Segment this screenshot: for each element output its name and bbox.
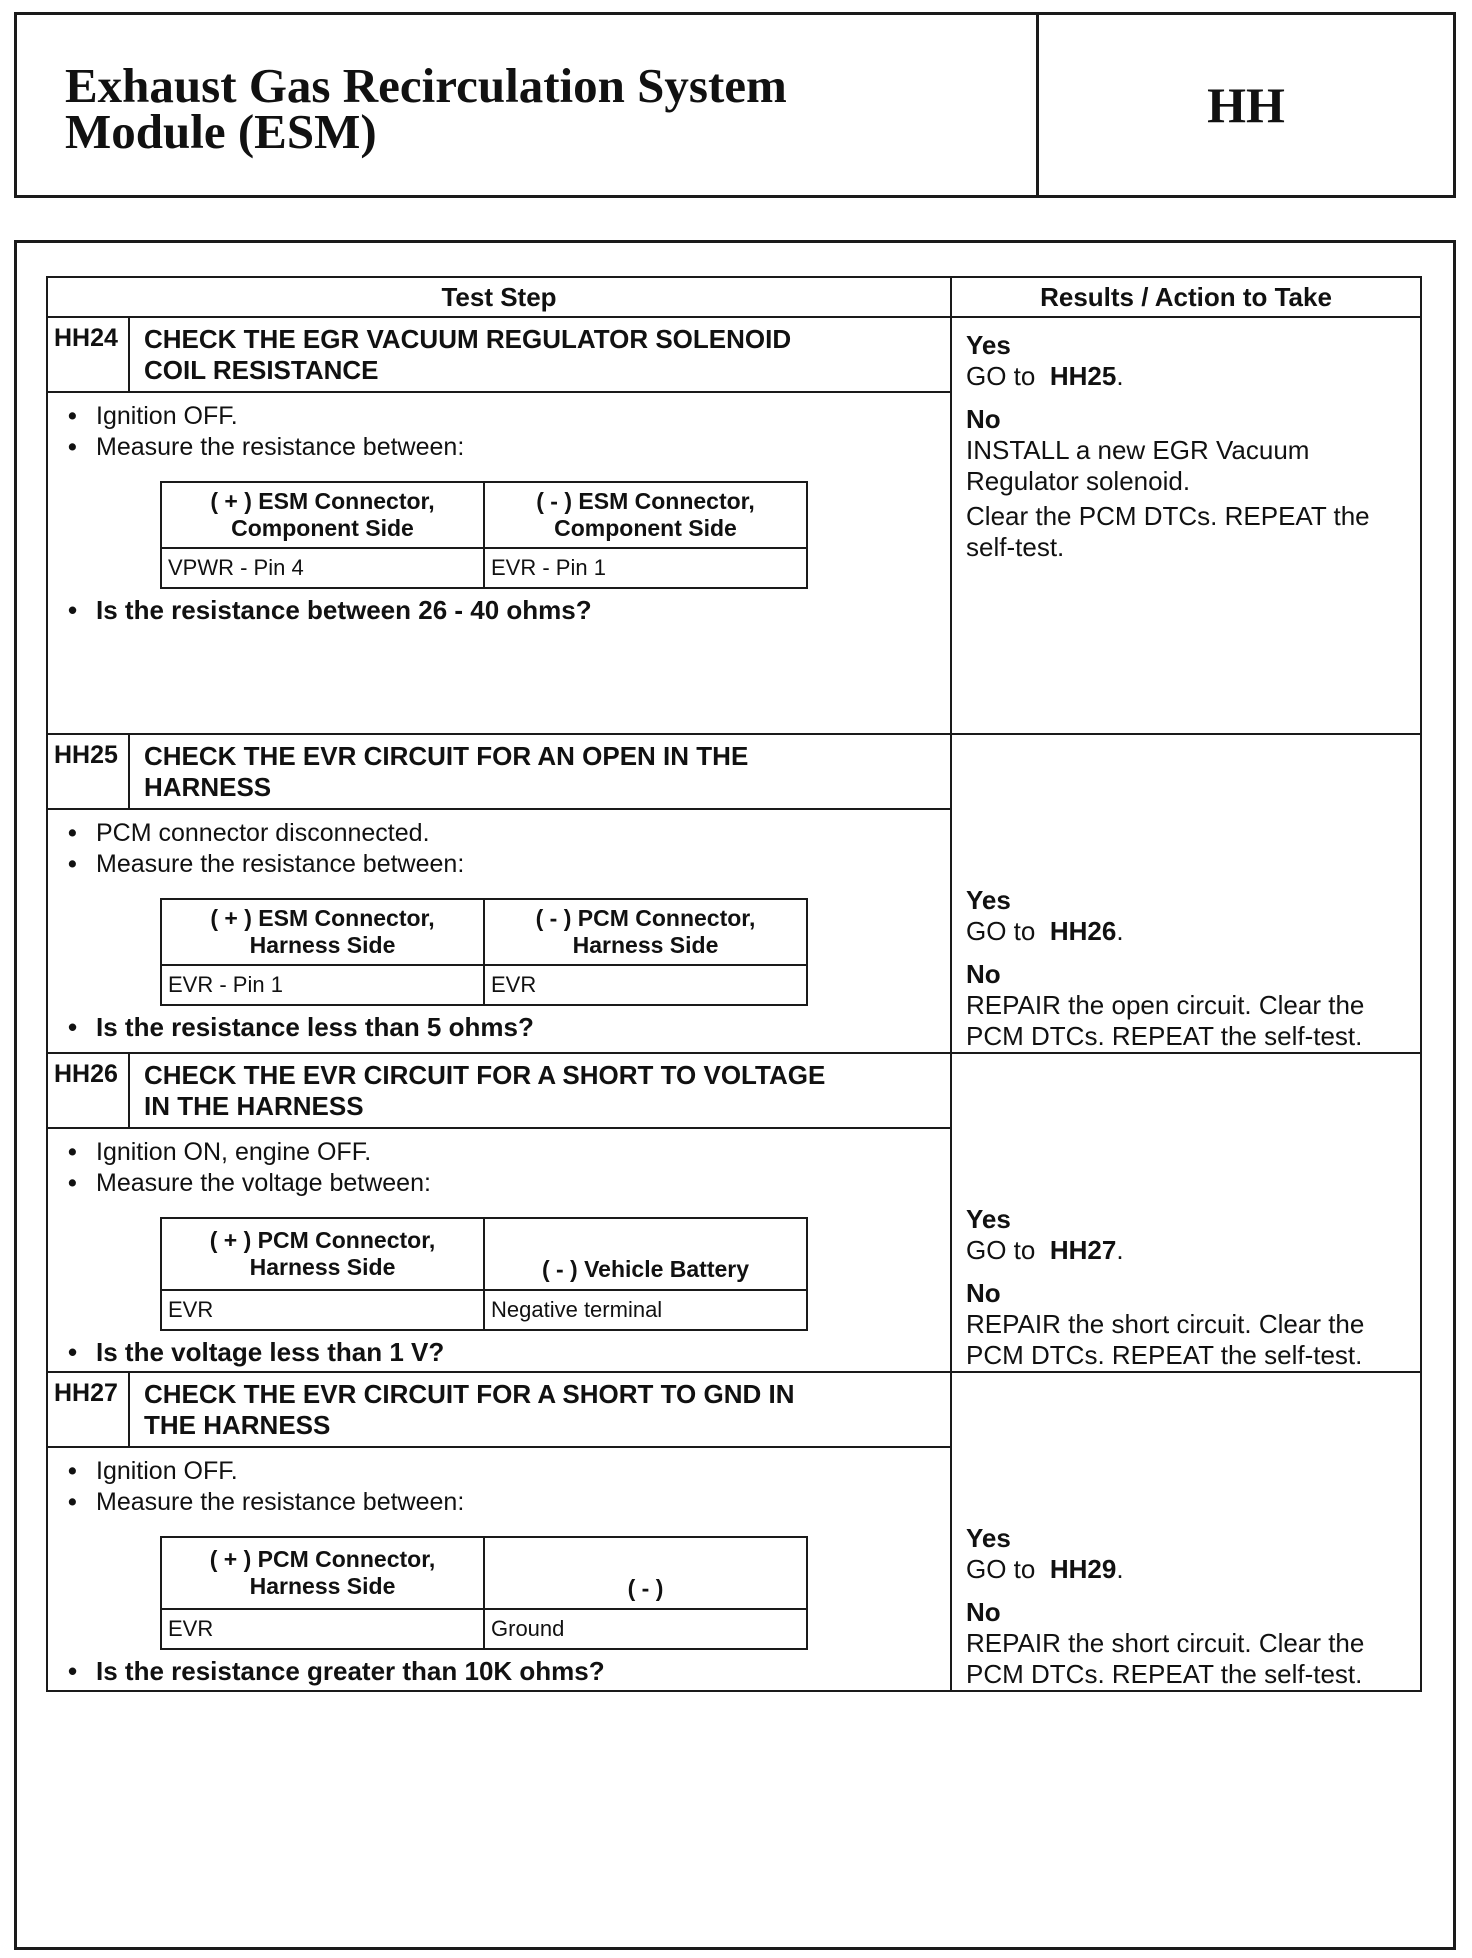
- page-title: [65, 58, 787, 159]
- step-heading-line2: THE HARNESS: [144, 1410, 331, 1440]
- measurement-header-negative: ( - ) ESM Connector, Component Side: [484, 482, 807, 548]
- yes-action: [966, 916, 1412, 947]
- page-title-line1: Exhaust Gas Recirculation System: [65, 58, 787, 113]
- instruction-item: • Ignition OFF.: [56, 1456, 940, 1487]
- step-question: • Is the voltage less than 1 V?: [56, 1337, 940, 1368]
- step-heading-row: [47, 317, 1421, 392]
- measurement-table: [160, 1217, 808, 1331]
- instruction-item: • PCM connector disconnected.: [56, 818, 940, 849]
- yes-label: Yes: [966, 1523, 1011, 1553]
- step-heading-line1: CHECK THE EVR CIRCUIT FOR A SHORT TO VOLTAGE: [144, 1060, 826, 1090]
- yes-action: [966, 361, 1412, 392]
- step-heading-line2: IN THE HARNESS: [144, 1091, 364, 1121]
- no-action: REPAIR the short circuit. Clear the PCM DTCs. REPEAT the self-test.: [966, 1628, 1365, 1689]
- step-heading-line1: CHECK THE EVR CIRCUIT FOR A SHORT TO GND IN: [144, 1379, 795, 1409]
- step-code: HH27: [47, 1372, 129, 1447]
- goto-prefix: GO to: [966, 1235, 1036, 1265]
- goto-suffix: .: [1116, 1554, 1124, 1584]
- step-results: [951, 317, 1421, 734]
- goto-suffix: .: [1116, 916, 1124, 946]
- goto-prefix: GO to: [966, 361, 1036, 391]
- step-body: [47, 1447, 951, 1691]
- step-results: [951, 734, 1421, 1053]
- instruction-item: • Measure the resistance between:: [56, 1487, 940, 1518]
- step-heading-line2: HARNESS: [144, 772, 272, 802]
- yes-action: [966, 1235, 1412, 1266]
- goto-suffix: .: [1116, 1235, 1124, 1265]
- measurement-value-positive: EVR: [161, 1609, 484, 1649]
- no-label: No: [966, 1597, 1001, 1627]
- instruction-item: • Measure the resistance between:: [56, 849, 940, 880]
- step-heading-row: [47, 734, 1421, 809]
- measurement-header-positive: ( + ) PCM Connector, Harness Side: [161, 1537, 484, 1609]
- step-code: HH26: [47, 1053, 129, 1128]
- step-question: • Is the resistance less than 5 ohms?: [56, 1012, 940, 1043]
- step-heading: [129, 734, 951, 809]
- instruction-item: • Measure the voltage between:: [56, 1168, 940, 1199]
- step-heading-line1: CHECK THE EGR VACUUM REGULATOR SOLENOID: [144, 324, 792, 354]
- step-heading-row: [47, 1053, 1421, 1128]
- step-instructions: [56, 401, 940, 463]
- section-code: HH: [1207, 77, 1285, 133]
- step-body: [47, 392, 951, 734]
- measurement-value-positive: EVR: [161, 1290, 484, 1330]
- step-code: HH25: [47, 734, 129, 809]
- measurement-header-negative: ( - ) Vehicle Battery: [484, 1218, 807, 1290]
- step-results: [951, 1053, 1421, 1372]
- no-action: REPAIR the short circuit. Clear the PCM DTCs. REPEAT the self-test.: [966, 1309, 1365, 1370]
- no-action: INSTALL a new EGR Vacuum Regulator solenoid.: [966, 435, 1310, 496]
- measurement-value-negative: Ground: [484, 1609, 807, 1649]
- no-label: No: [966, 404, 1001, 434]
- yes-label: Yes: [966, 885, 1011, 915]
- measurement-value-positive: EVR - Pin 1: [161, 965, 484, 1005]
- measurement-value-negative: EVR: [484, 965, 807, 1005]
- measurement-value-negative: Negative terminal: [484, 1290, 807, 1330]
- step-heading: [129, 1372, 951, 1447]
- step-instructions: [56, 1137, 940, 1199]
- no-action: REPAIR the open circuit. Clear the PCM DTCs. REPEAT the self-test.: [966, 990, 1365, 1051]
- no-label: No: [966, 1278, 1001, 1308]
- instruction-item: • Ignition ON, engine OFF.: [56, 1137, 940, 1168]
- step-heading: [129, 1053, 951, 1128]
- diagnostic-table: [46, 276, 1422, 1692]
- step-body: [47, 809, 951, 1053]
- table-header-row: [47, 277, 1421, 317]
- step-results: [951, 1372, 1421, 1691]
- step-instructions: [56, 1456, 940, 1518]
- step-question: • Is the resistance greater than 10K ohms?: [56, 1656, 940, 1687]
- measurement-value-positive: VPWR - Pin 4: [161, 548, 484, 588]
- goto-step-link[interactable]: HH27: [1049, 1235, 1117, 1265]
- measurement-header-positive: ( + ) ESM Connector, Harness Side: [161, 899, 484, 965]
- step-body: [47, 1128, 951, 1372]
- yes-action: [966, 1554, 1412, 1585]
- yes-label: Yes: [966, 330, 1011, 360]
- step-heading-line1: CHECK THE EVR CIRCUIT FOR AN OPEN IN THE: [144, 741, 749, 771]
- measurement-table: [160, 1536, 808, 1650]
- instruction-item: • Ignition OFF.: [56, 401, 940, 432]
- no-action-2: Clear the PCM DTCs. REPEAT the self-test.: [966, 501, 1370, 562]
- page-header: [14, 12, 1456, 198]
- goto-prefix: GO to: [966, 916, 1036, 946]
- col-header-test-step: Test Step: [47, 277, 951, 317]
- step-heading-row: [47, 1372, 1421, 1447]
- measurement-table: [160, 481, 808, 589]
- measurement-header-positive: ( + ) PCM Connector, Harness Side: [161, 1218, 484, 1290]
- instruction-item: • Measure the resistance between:: [56, 432, 940, 463]
- goto-step-link[interactable]: HH29: [1049, 1554, 1117, 1584]
- step-heading-line2: COIL RESISTANCE: [144, 355, 379, 385]
- measurement-header-positive: ( + ) ESM Connector, Component Side: [161, 482, 484, 548]
- goto-step-link[interactable]: HH26: [1049, 916, 1117, 946]
- step-code: HH24: [47, 317, 129, 392]
- measurement-header-negative: ( - ) PCM Connector, Harness Side: [484, 899, 807, 965]
- page-title-line2: Module (ESM): [65, 104, 377, 159]
- measurement-header-negative: ( - ): [484, 1537, 807, 1609]
- no-label: No: [966, 959, 1001, 989]
- col-header-results: Results / Action to Take: [951, 277, 1421, 317]
- step-instructions: [56, 818, 940, 880]
- step-heading: [129, 317, 951, 392]
- step-question: • Is the resistance between 26 - 40 ohms?: [56, 595, 940, 626]
- goto-suffix: .: [1116, 361, 1124, 391]
- goto-prefix: GO to: [966, 1554, 1036, 1584]
- measurement-value-negative: EVR - Pin 1: [484, 548, 807, 588]
- measurement-table: [160, 898, 808, 1006]
- goto-step-link[interactable]: HH25: [1049, 361, 1117, 391]
- yes-label: Yes: [966, 1204, 1011, 1234]
